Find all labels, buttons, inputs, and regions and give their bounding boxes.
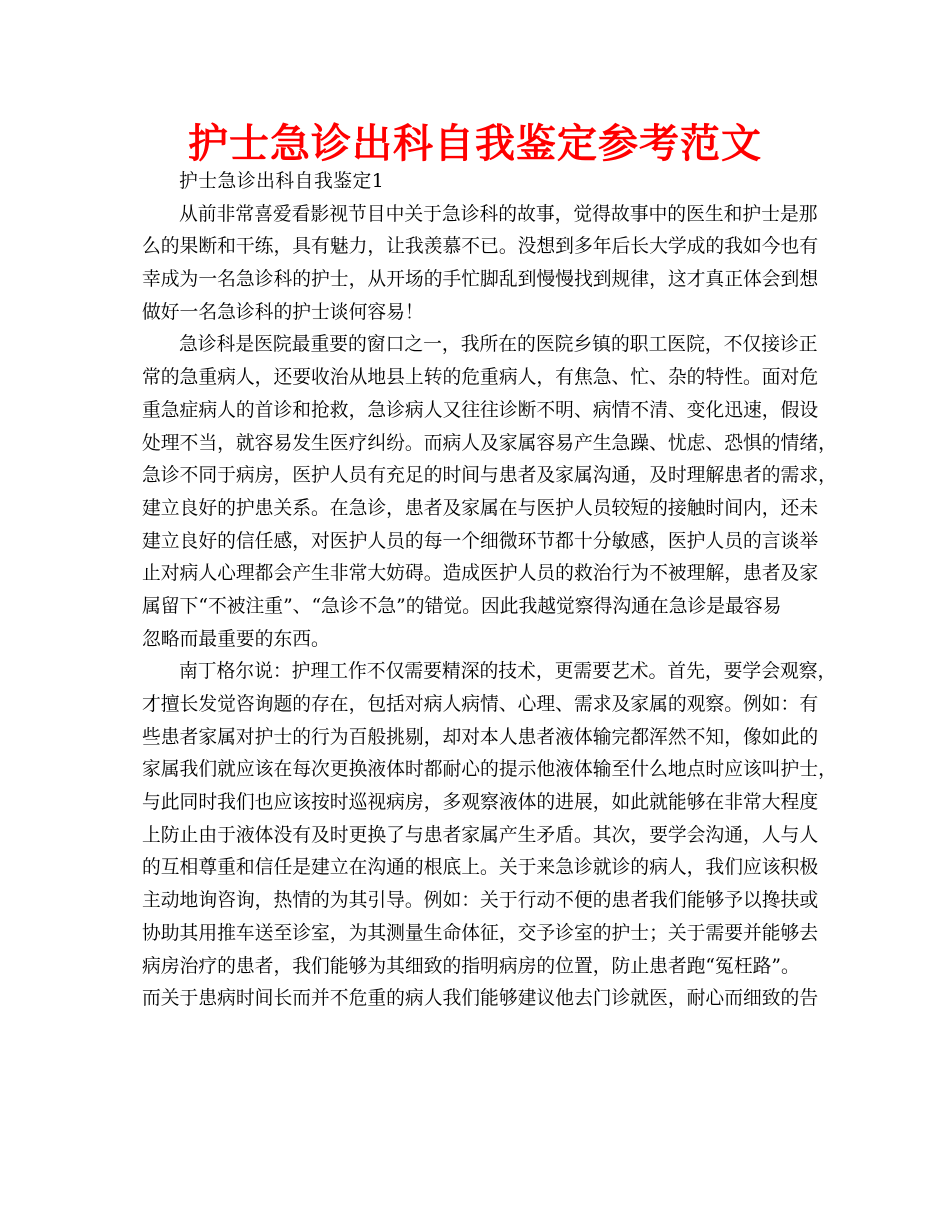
paragraph-line: 么的果断和干练，具有魅力，让我羡慕不已。没想到多年后长大学成的我如今也有 bbox=[142, 236, 819, 258]
paragraph-line: 而关于患病时间长而并不危重的病人我们能够建议他去门诊就医，耐心而细致的告 bbox=[142, 988, 819, 1010]
paragraph-line: 重急症病人的首诊和抢救，急诊病人又往往诊断不明、病情不清、变化迅速，假设 bbox=[142, 399, 819, 421]
paragraph-line: 常的急重病人，还要收治从地县上转的危重病人，有焦急、忙、杂的特性。面对危 bbox=[142, 367, 819, 389]
paragraph-line: 止对病人心理都会产生非常大妨碍。造成医护人员的救治行为不被理解，患者及家 bbox=[142, 563, 819, 585]
paragraph-line: 处理不当，就容易发生医疗纠纷。而病人及家属容易产生急躁、忧虑、恐惧的情绪， bbox=[142, 432, 837, 454]
section-subtitle: 护士急诊出科自我鉴定1 bbox=[179, 171, 385, 192]
paragraph-line: 做好一名急诊科的护士谈何容易！ bbox=[142, 301, 424, 323]
paragraph-line: 与此同时我们也应该按时巡视病房，多观察液体的进展，如此就能够在非常大程度 bbox=[142, 792, 819, 814]
paragraph-line: 急诊不同于病房，医护人员有充足的时间与患者及家属沟通，及时理解患者的需求， bbox=[142, 465, 837, 487]
paragraph-line: 建立良好的信任感，对医护人员的每一个细微环节都十分敏感，医护人员的言谈举 bbox=[142, 530, 819, 552]
paragraph-line: 建立良好的护患关系。在急诊，患者及家属在与医护人员较短的接触时间内，还未 bbox=[142, 497, 819, 519]
paragraph-line: 忽略而最重要的东西。 bbox=[142, 628, 330, 650]
paragraph-line: 南丁格尔说：护理工作不仅需要精深的技术，更需要艺术。首先，要学会观察， bbox=[179, 661, 837, 683]
paragraph-line: 家属我们就应该在每次更换液体时都耐心的提示他液体输至什么地点时应该叫护士， bbox=[142, 759, 837, 781]
paragraph-line: 急诊科是医院最重要的窗口之一，我所在的医院乡镇的职工医院，不仅接诊正 bbox=[179, 334, 818, 356]
document-title: 护士急诊出科自我鉴定参考范文 bbox=[188, 121, 762, 167]
paragraph-line: 的互相尊重和信任是建立在沟通的根底上。关于来急诊就诊的病人，我们应该积极 bbox=[142, 857, 819, 879]
paragraph-line: 协助其用推车送至诊室，为其测量生命体征，交予诊室的护士；关于需要并能够去 bbox=[142, 922, 819, 944]
paragraph-line: 才擅长发觉咨询题的存在，包括对病人病情、心理、需求及家属的观察。例如：有 bbox=[142, 694, 819, 715]
paragraph-line: 些患者家属对护士的行为百般挑剔，却对本人患者液体输完都浑然不知，像如此的 bbox=[142, 726, 819, 748]
paragraph-line: 属留下“不被注重”、“急诊不急”的错觉。因此我越觉察得沟通在急诊是最容易 bbox=[142, 595, 782, 617]
paragraph-line: 幸成为一名急诊科的护士，从开场的手忙脚乱到慢慢找到规律，这才真正体会到想 bbox=[142, 269, 819, 291]
paragraph-line: 病房治疗的患者，我们能够为其细致的指明病房的位置，防止患者跑“冤枉路”。 bbox=[142, 955, 800, 977]
paragraph-line: 上防止由于液体没有及时更换了与患者家属产生矛盾。其次，要学会沟通，人与人 bbox=[142, 824, 819, 846]
paragraph-line: 从前非常喜爱看影视节目中关于急诊科的故事，觉得故事中的医生和护士是那 bbox=[179, 203, 818, 225]
paragraph-line: 主动地询咨询，热情的为其引导。例如：关于行动不便的患者我们能够予以搀扶或 bbox=[142, 890, 819, 912]
document-body bbox=[142, 166, 837, 1016]
